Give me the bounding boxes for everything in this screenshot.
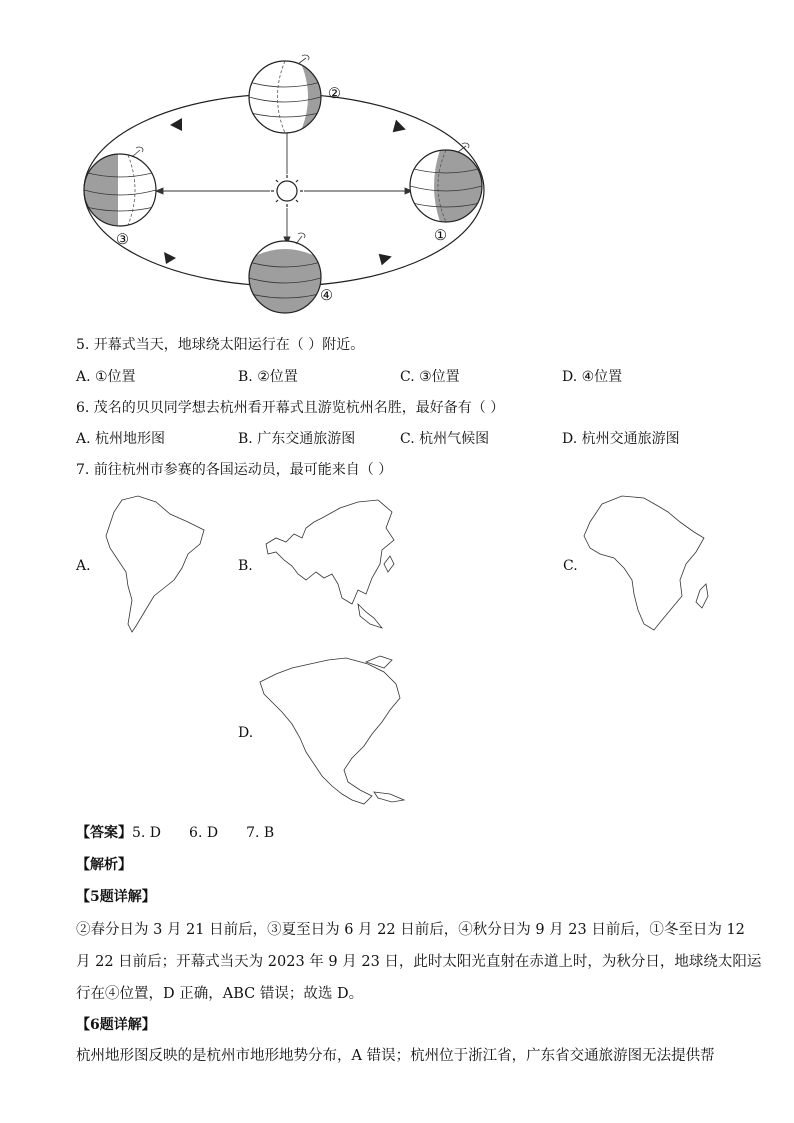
- map-south-america: [104, 492, 204, 632]
- label-position-2: ②: [328, 86, 341, 102]
- answer-7: 7. B: [246, 825, 275, 841]
- label-position-1: ①: [434, 228, 447, 244]
- sun-icon: [271, 175, 303, 207]
- q5-option-c: C. ③位置: [400, 369, 460, 385]
- section-5-line-3: 行在④位置，D 正确，ABC 错误；故选 D。: [76, 986, 364, 1002]
- answer-6: 6. D: [189, 825, 219, 841]
- q5-option-a: A. ①位置: [76, 369, 136, 385]
- q6-option-d: D. 杭州交通旅游图: [562, 431, 680, 447]
- section-5-line-2: 月 22 日前后；开幕式当天为 2023 年 9 月 23 日，此时太阳光直射在赤道上时，为秋分日，地球绕太阳运: [76, 954, 762, 970]
- earth-position-1: [410, 143, 484, 226]
- earth-position-2: [249, 55, 325, 138]
- orbit-arrow-top-left: [170, 118, 182, 131]
- q5-option-b: B. ②位置: [238, 369, 298, 385]
- map-north-america: [256, 654, 416, 814]
- q5-option-d: D. ④位置: [562, 369, 623, 385]
- question-6-stem: 6. 茂名的贝贝同学想去杭州看开幕式且游览杭州名胜，最好备有（ ）: [76, 400, 505, 416]
- orbit-arrow-bottom-left: [164, 252, 176, 264]
- section-6-title: 【6题详解】: [76, 1017, 156, 1033]
- answer-label: 【答案】: [76, 825, 132, 841]
- q6-option-b: B. 广东交通旅游图: [238, 431, 356, 447]
- question-7-stem: 7. 前往杭州市参赛的各国运动员，最可能来自（ ）: [76, 462, 393, 478]
- answer-row: [76, 822, 274, 842]
- map-asia: [262, 494, 402, 634]
- q7-option-a: A.: [76, 558, 91, 574]
- section-5-title: 【5题详解】: [76, 889, 156, 905]
- orbit-arrow-top-right: [393, 120, 408, 136]
- q7-option-d: D.: [238, 725, 254, 741]
- label-position-3: ③: [116, 232, 129, 248]
- map-africa: [582, 492, 712, 632]
- orbit-arrow-bottom-right: [379, 251, 394, 266]
- analysis-label: 【解析】: [76, 857, 132, 873]
- q6-option-a: A. 杭州地形图: [76, 431, 166, 447]
- question-5-stem: 5. 开幕式当天，地球绕太阳运行在（ ）附近。: [76, 337, 365, 353]
- q7-option-c: C.: [563, 558, 578, 574]
- orbit-diagram: [0, 0, 794, 330]
- q6-option-c: C. 杭州气候图: [400, 431, 490, 447]
- section-6-line-1: 杭州地形图反映的是杭州市地形地势分布，A 错误；杭州位于浙江省，广东省交通旅游图无法提供帮: [76, 1048, 715, 1064]
- q7-option-b: B.: [238, 558, 253, 574]
- label-position-4: ④: [320, 288, 333, 304]
- section-5-line-1: ②春分日为 3 月 21 日前后，③夏至日为 6 月 22 日前后，④秋分日为 9 月 23 日前后，①冬至日为 12: [76, 922, 745, 938]
- answer-5: 5. D: [132, 825, 162, 841]
- earth-position-4: [240, 233, 330, 318]
